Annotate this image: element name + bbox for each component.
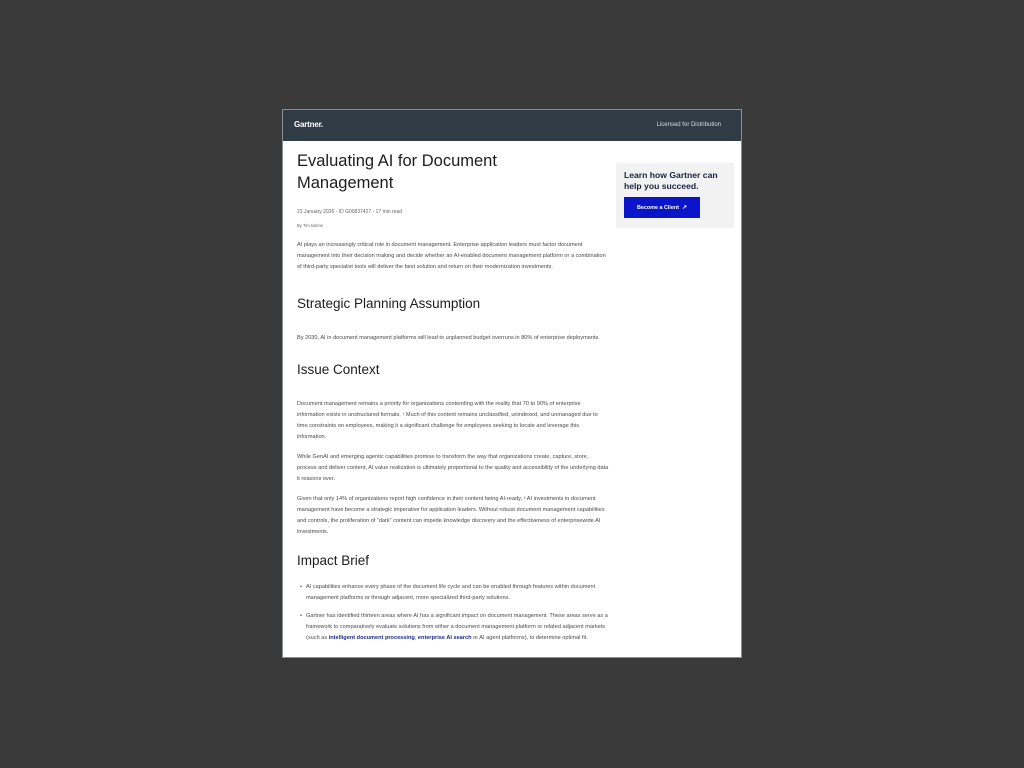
cta-sidebar [616, 163, 734, 228]
cta-title: Learn how Gartner can help you succeed. [624, 170, 718, 191]
top-bar [283, 110, 741, 141]
issue-context-paragraph-2: While GenAI and emerging agentic capabilities promise to transform the way that organizations create, capture, store, process and deliver content, AI value realization is ultimately proportional to the quality and accessibility of the underlying data it reasons over. [297, 454, 609, 483]
link-intelligent-document-processing[interactable]: intelligent document processing [328, 635, 415, 642]
intro-paragraph: AI plays an increasingly critical role in document management. Enterprise application leaders must factor document management into their decision making and decide whether an AI-enabled document management platform or a combination of third-party specialist tools will deliver the best solution and return on their modernization investments. [297, 242, 606, 271]
arrow-up-right-icon: ↗ [681, 205, 687, 211]
gartner-logo[interactable]: Gartner. [294, 120, 324, 129]
byline: By Tim Nelms [297, 223, 323, 228]
issue-context-paragraph-1: Document management remains a priority for organizations contending with the reality that 70 to 90% of enterprise information exists in unstructured formats. $^1$ Much of this content remains unclassified, unindexed, and unmanaged due to time constraints on employees, making it a significant challenge for employees seeking to locate and leverage this information. [297, 401, 598, 441]
list-item: • AI capabilities enhance every phase of the document life cycle and can be enabled through features within document management platforms or through adjacent, more specialized third-party solutions. [300, 584, 596, 602]
become-client-button[interactable]: Become a Client ↗ [624, 197, 700, 218]
footnote-ref-1[interactable]: 1 [402, 412, 405, 417]
page-title: Evaluating AI for Document Management [297, 152, 497, 192]
bullet-icon: • [300, 584, 302, 590]
section-heading-impact-brief: Impact Brief [297, 553, 370, 568]
article-meta: 23 January 2026 - ID G00837427 - 17 min read [297, 209, 403, 215]
section-heading-issue-context: Issue Context [297, 362, 380, 377]
link-enterprise-ai-search[interactable]: enterprise AI search [417, 635, 472, 642]
strategic-planning-paragraph: By 2030, AI in document management platforms will lead to unplanned budget overruns in 80% of enterprise deployments. [297, 335, 600, 341]
list-item: • Gartner has identified thirteen areas where AI has a significant impact on document management. These areas serve as a framework to comparatively evaluate solutions from either a document management platform or related adjacent markets (such as intelligent document processing, enterprise AI search or AI agent platforms), to determine optimal fit. [300, 613, 608, 642]
footnote-ref-2[interactable]: 2 [523, 496, 526, 500]
section-heading-strategic-planning: Strategic Planning Assumption [297, 296, 481, 311]
license-label: Licensed for Distribution [656, 122, 721, 128]
bullet-icon: • [300, 613, 302, 620]
impact-brief-list [297, 582, 609, 651]
issue-context-paragraph-3: Given that only 14% of organizations report high confidence in their content being AI-ready, $^2$ AI investments in document management have become a strategic imperative for application leaders. Without robust document management capabilities and controls, the proliferation of “dark” content can impede knowledge discovery and the effectiveness of enterprisewide AI investments. [297, 496, 605, 536]
document-page [282, 109, 742, 658]
